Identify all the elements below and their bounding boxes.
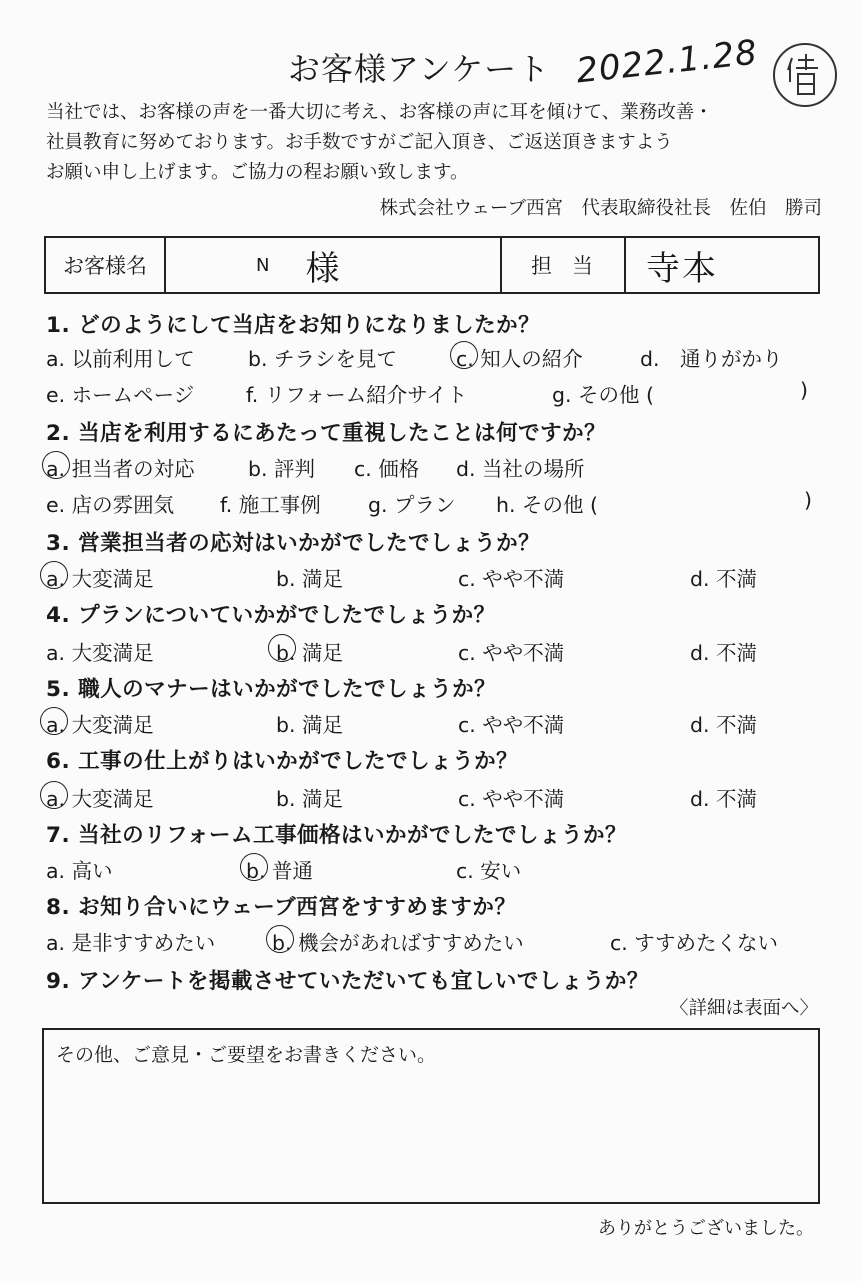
q2-option-e[interactable]: e. 店の雰囲気: [46, 493, 175, 517]
q8-option-c[interactable]: c. すすめたくない: [610, 931, 779, 955]
q1-option-a[interactable]: a. 以前利用して: [46, 347, 195, 371]
question-9: 9. アンケートを掲載させていただいても宜しいでしょうか？: [46, 969, 649, 994]
question-1: 1. どのようにして当店をお知りになりましたか？: [46, 313, 541, 338]
q7-option-c[interactable]: c. 安い: [456, 859, 522, 883]
detail-note: 〈詳細は表面へ〉: [669, 998, 818, 1019]
q4-option-c[interactable]: c. やや不満: [458, 641, 565, 665]
customer-name-label: お客様名: [46, 238, 166, 292]
thanks-text: ありがとうございました。: [598, 1218, 814, 1239]
question-7: 7. 当社のリフォーム工事価格はいかがでしたでしょうか？: [46, 823, 628, 848]
q2-option-g[interactable]: g. プラン: [368, 493, 456, 517]
q2-option-f[interactable]: f. 施工事例: [220, 493, 321, 517]
q3-option-c[interactable]: c. やや不満: [458, 567, 565, 591]
question-3: 3. 営業担当者の応対はいかがでしたでしょうか？: [46, 531, 541, 556]
q8-option-b[interactable]: b. 機会があればすすめたい: [272, 931, 524, 955]
customer-honorific: 様: [305, 248, 342, 289]
question-4: 4. プランについていかがでしたでしょうか？: [46, 603, 496, 628]
q1-option-f[interactable]: f. リフォーム紹介サイト: [246, 383, 468, 407]
q3-option-b[interactable]: b. 満足: [276, 567, 344, 591]
q3-option-d[interactable]: d. 不満: [690, 567, 758, 591]
staff-name-field[interactable]: [626, 238, 818, 292]
q5-option-b[interactable]: b. 満足: [276, 713, 344, 737]
comment-box[interactable]: [42, 1028, 820, 1204]
q1-option-e[interactable]: e. ホームページ: [46, 383, 195, 407]
q2-option-a[interactable]: a. 担当者の対応: [46, 457, 195, 481]
q6-option-c[interactable]: c. やや不満: [458, 787, 565, 811]
q1-option-c[interactable]: c. 知人の紹介: [456, 347, 583, 371]
customer-name-field[interactable]: [166, 238, 502, 292]
question-8: 8. お知り合いにウェーブ西宮をすすめますか？: [46, 895, 517, 920]
form-title: お客様アンケート: [288, 50, 551, 88]
q3-option-a[interactable]: a. 大変満足: [46, 567, 154, 591]
q6-option-a[interactable]: a. 大変満足: [46, 787, 154, 811]
customer-info-table: [44, 236, 820, 294]
q4-option-a[interactable]: a. 大変満足: [46, 641, 154, 665]
question-6: 6. 工事の仕上がりはいかがでしたでしょうか？: [46, 749, 519, 774]
q2-option-h[interactable]: h. その他 (: [496, 493, 599, 517]
q1-option-g-close: ): [800, 378, 808, 402]
handwritten-date: 2022.1.28: [574, 32, 760, 92]
q1-option-g[interactable]: g. その他 (: [552, 383, 655, 407]
q7-option-b[interactable]: b. 普通: [246, 859, 314, 883]
q7-option-a[interactable]: a. 高い: [46, 859, 113, 883]
intro-line: 社員教育に努めております。お手数ですがご記入頂き、ご返送頂きますよう: [46, 132, 673, 153]
q5-option-c[interactable]: c. やや不満: [458, 713, 565, 737]
customer-name-value: N: [256, 254, 270, 276]
intro-text: [46, 98, 836, 188]
q2-option-d[interactable]: d. 当社の場所: [456, 457, 585, 481]
company-signature: 株式会社ウェーブ西宮 代表取締役社長 佐伯 勝司: [379, 198, 822, 219]
comment-label: その他、ご意見・ご要望をお書きください。: [56, 1044, 437, 1066]
question-2: 2. 当店を利用するにあたって重視したことは何ですか？: [46, 421, 607, 446]
q2-option-c[interactable]: c. 価格: [354, 457, 420, 481]
q4-option-d[interactable]: d. 不満: [690, 641, 758, 665]
q4-option-b[interactable]: b. 満足: [276, 641, 344, 665]
intro-line: お願い申し上げます。ご協力の程お願い致します。: [46, 162, 469, 183]
q1-option-b[interactable]: b. チラシを見て: [248, 347, 398, 371]
q1-option-d[interactable]: d. 通りがかり: [640, 347, 783, 371]
q6-option-d[interactable]: d. 不満: [690, 787, 758, 811]
q5-option-a[interactable]: a. 大変満足: [46, 713, 154, 737]
staff-label: 担当: [502, 238, 626, 292]
q6-option-b[interactable]: b. 満足: [276, 787, 344, 811]
question-5: 5. 職人のマナーはいかがでしたでしょうか？: [46, 677, 497, 702]
q5-option-d[interactable]: d. 不満: [690, 713, 758, 737]
staff-name-value: 寺本: [646, 248, 718, 289]
intro-line: 当社では、お客様の声を一番大切に考え、お客様の声に耳を傾けて、業務改善・: [46, 102, 713, 123]
q2-option-b[interactable]: b. 評判: [248, 457, 316, 481]
q2-option-h-close: ): [804, 488, 812, 512]
q8-option-a[interactable]: a. 是非すすめたい: [46, 931, 216, 955]
